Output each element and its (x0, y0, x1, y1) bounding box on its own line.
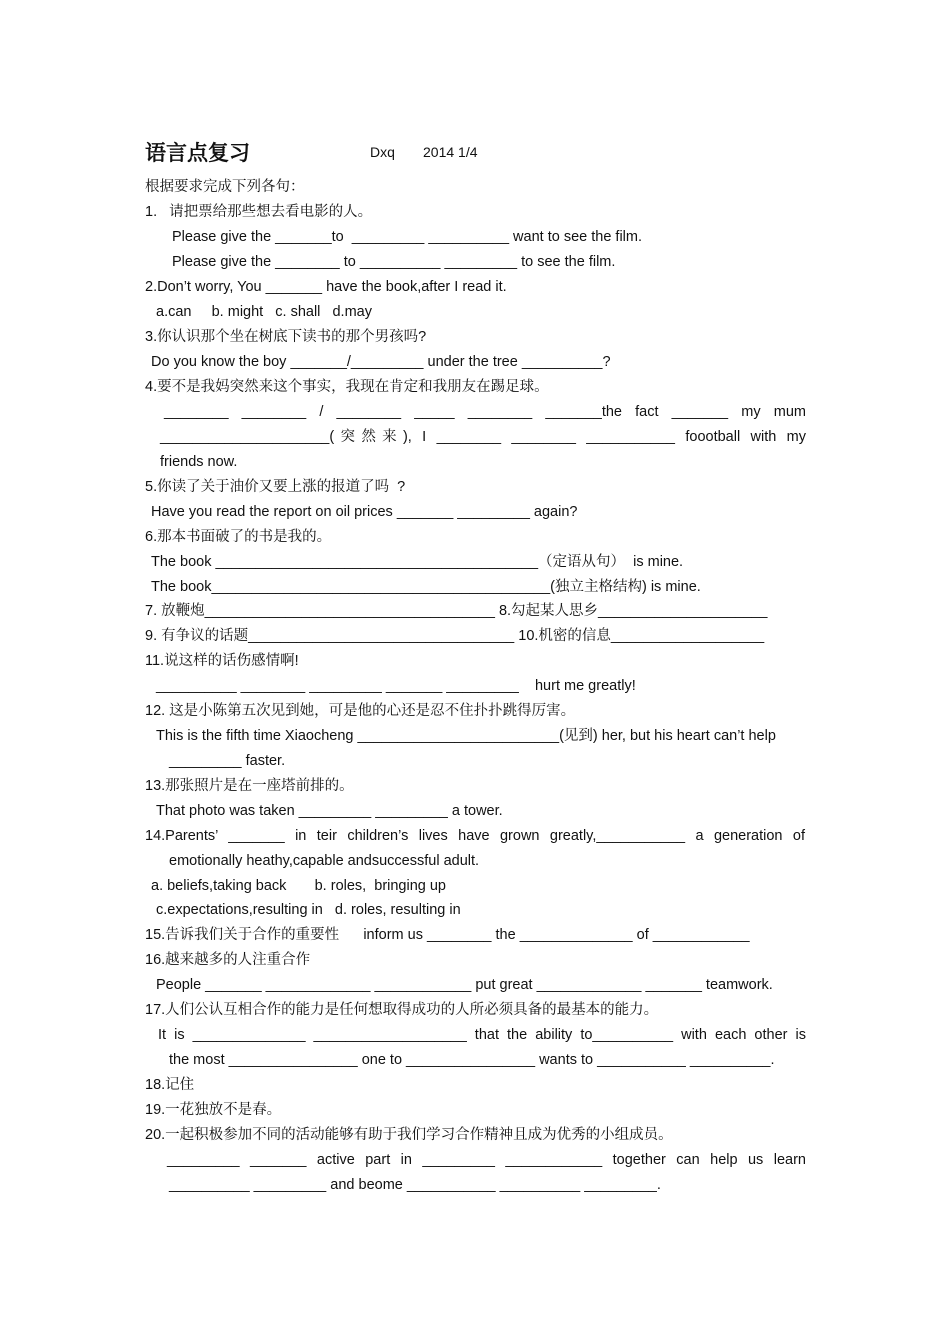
text-line: Please give the ________ to __________ _________ to see the film. (172, 254, 616, 270)
page-title: 语言点复习 (145, 141, 250, 165)
text-line: 6.那本书面破了的书是我的。 (145, 529, 332, 545)
text-line: _________ _______ active part in _________ ____________ together can help us learn (167, 1152, 806, 1168)
text-line: 18.记住 (145, 1077, 195, 1093)
text-line: That photo was taken _________ _________ a tower. (156, 803, 503, 819)
text-line: friends now. (160, 454, 238, 470)
text-line: People _______ _____________ ____________ put great _____________ _______ teamwork. (156, 977, 773, 993)
text-line: 4.要不是我妈突然来这个事实，我现在肯定和我朋友在踢足球。 (145, 379, 549, 395)
text-line: The book ________________________________________（定语从句） is mine. (151, 554, 684, 570)
text-line: Please give the _______to _________ __________ want to see the film. (172, 229, 643, 245)
text-line: the most ________________ one to ________________ wants to ___________ __________. (169, 1052, 775, 1068)
text-line: c.expectations,resulting in d. roles, resulting in (156, 902, 461, 918)
text-line: 17.人们公认互相合作的能力是任何想取得成功的人所必须具备的最基本的能力。 (145, 1002, 659, 1018)
text-line: a. beliefs,taking back b. roles, bringing up (151, 878, 446, 894)
text-line: 根据要求完成下列各句： (145, 179, 305, 195)
text-line: __________ ________ _________ _______ _________ hurt me greatly! (156, 678, 636, 694)
text-line: ________ ________ / ________ _____ ________ _______the fact _______ my mum (164, 404, 806, 420)
text-line: emotionally heathy,capable andsuccessful adult. (169, 853, 480, 869)
text-line: This is the fifth time Xiaocheng _________________________(见到) her, but his heart can’t help (156, 728, 776, 744)
text-line: The book__________________________________________(独立主格结构) is mine. (151, 579, 701, 595)
text-line: 7. 放鞭炮____________________________________ 8.勾起某人思乡_____________________ (145, 603, 768, 619)
text-line: __________ _________ and beome ___________ __________ _________. (169, 1177, 661, 1193)
text-line: 20.一起积极参加不同的活动能够有助于我们学习合作精神且成为优秀的小组成员。 (145, 1127, 673, 1143)
text-line: 14.Parents’ _______ in teir children’s lives have grown greatly,___________ a generation of (145, 828, 805, 844)
text-line: 12. 这是小陈第五次见到她，可是他的心还是忍不住扑扑跳得厉害。 (145, 703, 576, 719)
text-line: 19.一花独放不是春。 (145, 1102, 282, 1118)
author-label: Dxq (370, 144, 395, 160)
text-line: 11.说这样的话伤感情啊! (145, 653, 299, 669)
text-line: 5.你读了关于油价又要上涨的报道了吗 ? (145, 479, 406, 495)
text-line: It is ______________ ___________________ that the ability to__________ with each other is (158, 1027, 806, 1043)
text-line: 13.那张照片是在一座塔前排的。 (145, 778, 354, 794)
text-line: a.can b. might c. shall d.may (156, 304, 372, 320)
text-line: _____________________(突然来), I ________ ________ ___________ foootball with my (160, 429, 806, 445)
text-line: 2.Don’t worry, You _______ have the book,after I read it. (145, 279, 507, 295)
text-line: 3.你认识那个坐在树底下读书的那个男孩吗? (145, 329, 427, 345)
text-line: 16.越来越多的人注重合作 (145, 952, 311, 968)
text-line: Have you read the report on oil prices _______ _________ again? (151, 504, 578, 520)
text-line: _________ faster. (169, 753, 286, 769)
text-line: 9. 有争议的话题_________________________________ 10.机密的信息___________________ (145, 628, 765, 644)
text-line: Do you know the boy _______/_________ under the tree __________? (151, 354, 611, 370)
date-label: 2014 1/4 (423, 144, 478, 160)
text-line: 15.告诉我们关于合作的重要性 inform us ________ the ______________ of ____________ (145, 927, 750, 943)
text-line: 1. 请把票给那些想去看电影的人。 (145, 204, 373, 220)
